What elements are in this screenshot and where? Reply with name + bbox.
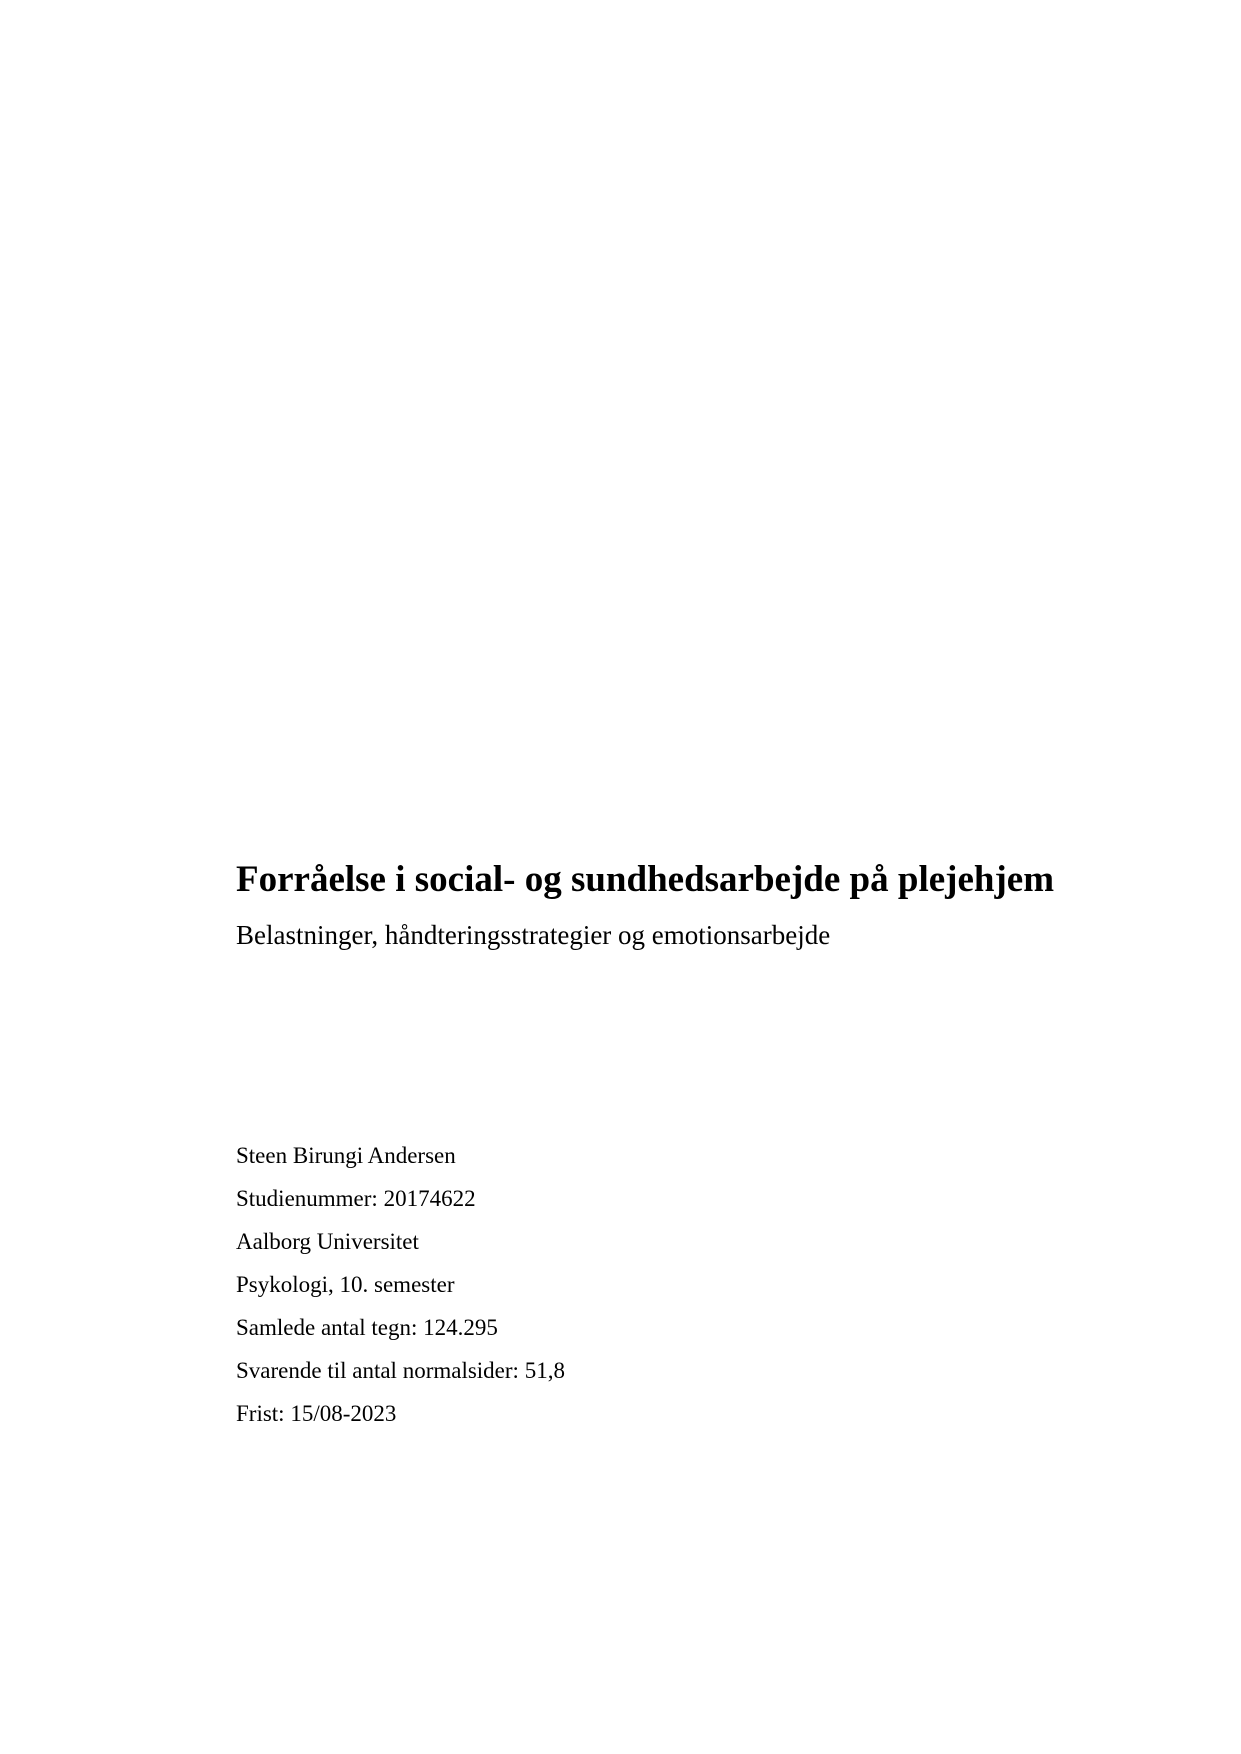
university: Aalborg Universitet	[236, 1229, 419, 1254]
study-program: Psykologi, 10. semester	[236, 1272, 455, 1297]
document-subtitle: Belastninger, håndteringsstrategier og emotionsarbejde	[236, 920, 831, 950]
student-number: Studienummer: 20174622	[236, 1186, 476, 1211]
document-title: Forråelse i social- og sundhedsarbejde på plejehjem	[236, 859, 1055, 900]
author-info-block	[236, 1134, 1036, 1435]
title-block	[236, 855, 1196, 953]
author-name: Steen Birungi Andersen	[236, 1143, 456, 1168]
deadline: Frist: 15/08-2023	[236, 1401, 397, 1426]
normal-pages-count: Svarende til antal normalsider: 51,8	[236, 1358, 565, 1383]
character-count: Samlede antal tegn: 124.295	[236, 1315, 498, 1340]
